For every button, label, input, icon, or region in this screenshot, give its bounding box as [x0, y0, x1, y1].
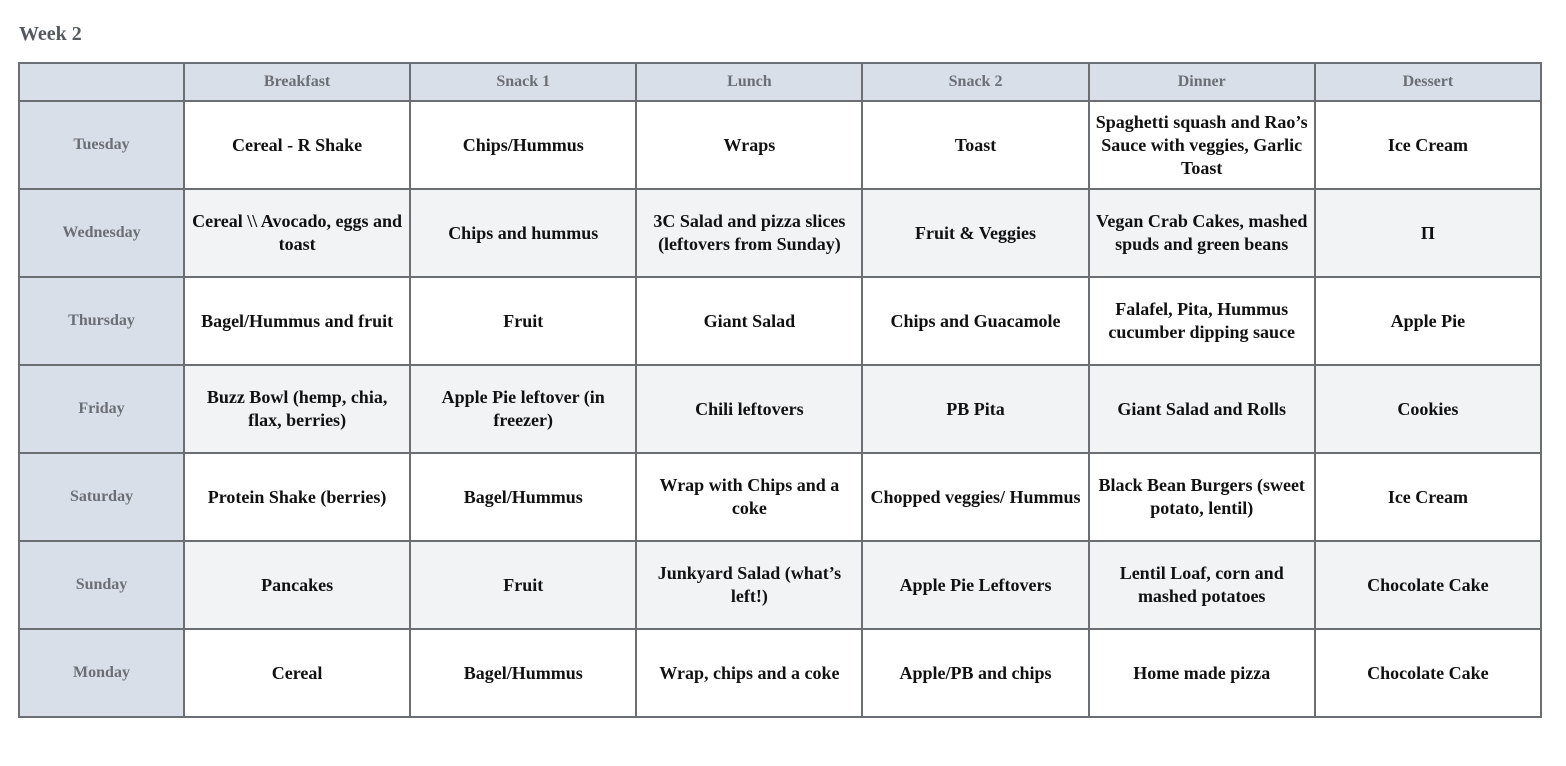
column-header-snack-1: Snack 1: [410, 63, 636, 101]
table-row: [19, 541, 1541, 629]
meal-cell: Bagel/Hummus: [410, 453, 636, 541]
row-header-day: Sunday: [19, 541, 184, 629]
row-header-day: Thursday: [19, 277, 184, 365]
meal-cell: Chocolate Cake: [1315, 629, 1541, 717]
meal-cell: PB Pita: [862, 365, 1088, 453]
meal-cell: Ice Cream: [1315, 453, 1541, 541]
table-row: [19, 365, 1541, 453]
row-header-day: Wednesday: [19, 189, 184, 277]
meal-cell: Cereal: [184, 629, 410, 717]
meal-cell: Π: [1315, 189, 1541, 277]
meal-cell: Apple Pie leftover (in freezer): [410, 365, 636, 453]
meal-cell: Bagel/Hummus and fruit: [184, 277, 410, 365]
page-title: Week 2: [19, 23, 82, 45]
meal-cell: Apple Pie: [1315, 277, 1541, 365]
meal-cell: Giant Salad and Rolls: [1089, 365, 1315, 453]
column-header-lunch: Lunch: [636, 63, 862, 101]
column-header-dinner: Dinner: [1089, 63, 1315, 101]
table-row: [19, 189, 1541, 277]
meal-cell: Chili leftovers: [636, 365, 862, 453]
meal-cell: Black Bean Burgers (sweet potato, lentil): [1089, 453, 1315, 541]
meal-cell: Home made pizza: [1089, 629, 1315, 717]
row-header-day: Tuesday: [19, 101, 184, 189]
meal-cell: Fruit & Veggies: [862, 189, 1088, 277]
meal-cell: Falafel, Pita, Hummus cucumber dipping sauce: [1089, 277, 1315, 365]
meal-cell: Chocolate Cake: [1315, 541, 1541, 629]
meal-cell: Cookies: [1315, 365, 1541, 453]
meal-cell: Fruit: [410, 277, 636, 365]
table-row: [19, 101, 1541, 189]
meal-cell: Spaghetti squash and Rao’s Sauce with veggies, Garlic Toast: [1089, 101, 1315, 189]
meal-cell: Pancakes: [184, 541, 410, 629]
column-header: [19, 63, 184, 101]
column-header-breakfast: Breakfast: [184, 63, 410, 101]
meal-cell: Fruit: [410, 541, 636, 629]
meal-cell: Toast: [862, 101, 1088, 189]
meal-cell: Wraps: [636, 101, 862, 189]
meal-cell: Vegan Crab Cakes, mashed spuds and green beans: [1089, 189, 1315, 277]
meal-cell: Apple Pie Leftovers: [862, 541, 1088, 629]
meal-cell: Giant Salad: [636, 277, 862, 365]
row-header-day: Friday: [19, 365, 184, 453]
meal-cell: Lentil Loaf, corn and mashed potatoes: [1089, 541, 1315, 629]
column-header-dessert: Dessert: [1315, 63, 1541, 101]
table-row: [19, 629, 1541, 717]
meal-cell: Chopped veggies/ Hummus: [862, 453, 1088, 541]
meal-cell: Junkyard Salad (what’s left!): [636, 541, 862, 629]
meal-cell: Protein Shake (berries): [184, 453, 410, 541]
meal-cell: Wrap with Chips and a coke: [636, 453, 862, 541]
table-row: [19, 453, 1541, 541]
meal-cell: Chips and hummus: [410, 189, 636, 277]
meal-cell: Apple/PB and chips: [862, 629, 1088, 717]
meal-plan-table: [18, 62, 1542, 718]
meal-cell: Ice Cream: [1315, 101, 1541, 189]
meal-cell: 3C Salad and pizza slices (leftovers from Sunday): [636, 189, 862, 277]
table-row: [19, 277, 1541, 365]
row-header-day: Monday: [19, 629, 184, 717]
meal-cell: Cereal - R Shake: [184, 101, 410, 189]
meal-cell: Cereal \\ Avocado, eggs and toast: [184, 189, 410, 277]
column-header-snack-2: Snack 2: [862, 63, 1088, 101]
meal-cell: Wrap, chips and a coke: [636, 629, 862, 717]
header-row: [19, 63, 1541, 101]
meal-cell: Chips and Guacamole: [862, 277, 1088, 365]
meal-cell: Chips/Hummus: [410, 101, 636, 189]
row-header-day: Saturday: [19, 453, 184, 541]
meal-cell: Bagel/Hummus: [410, 629, 636, 717]
meal-cell: Buzz Bowl (hemp, chia, flax, berries): [184, 365, 410, 453]
